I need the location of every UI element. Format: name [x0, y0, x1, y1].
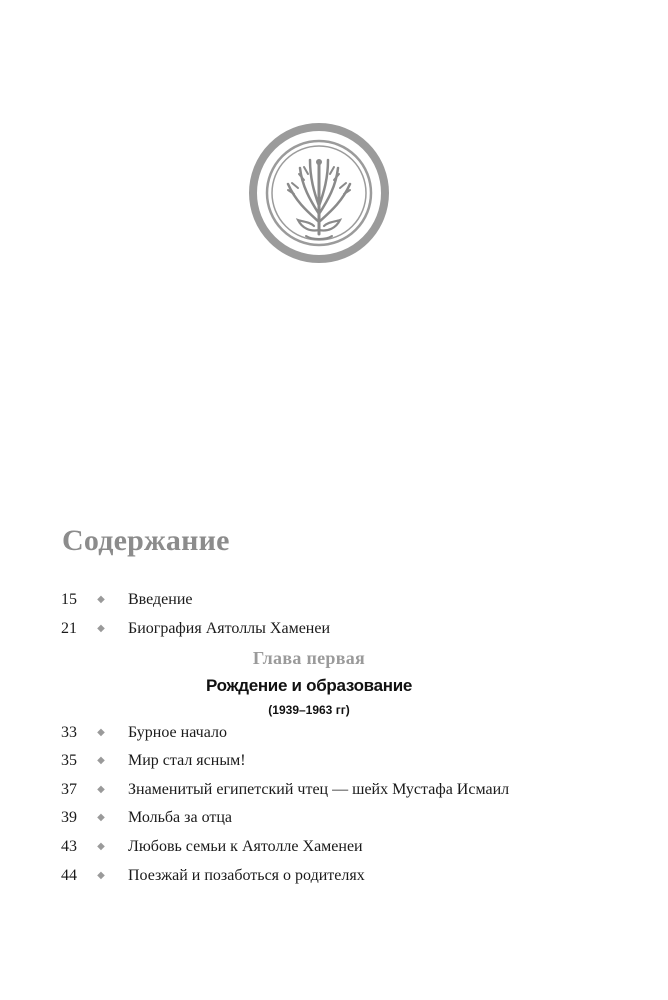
- toc-page-number: 15: [61, 591, 77, 608]
- chapter-title[interactable]: Рождение и образование: [205, 676, 413, 695]
- toc-entry-title: Поезжай и позаботься о родителях: [128, 867, 365, 884]
- toc-page-number: 35: [61, 752, 77, 769]
- diamond-bullet-icon: ◆: [97, 784, 105, 795]
- toc-heading: Содержание: [62, 524, 230, 557]
- toc-entry[interactable]: [0, 749, 668, 773]
- toc-entry-title: Биография Аятоллы Хаменеи: [128, 620, 331, 637]
- chapter-years: (1939–1963 гг): [268, 703, 350, 717]
- diamond-bullet-icon: ◆: [97, 841, 105, 852]
- rosette-medallion-icon: [248, 122, 390, 264]
- diamond-bullet-icon: ◆: [97, 727, 105, 738]
- toc-entry-title: Любовь семьи к Аятолле Хаменеи: [128, 838, 363, 855]
- toc-entry[interactable]: [0, 835, 668, 859]
- toc-page-number: 37: [61, 781, 77, 798]
- toc-entry[interactable]: [0, 721, 668, 745]
- toc-entry-title: Мольба за отца: [128, 809, 233, 826]
- toc-page-number: 39: [61, 809, 77, 826]
- toc-entry[interactable]: [0, 864, 668, 888]
- diamond-bullet-icon: ◆: [97, 755, 105, 766]
- toc-page-number: 21: [61, 620, 77, 637]
- diamond-bullet-icon: ◆: [97, 812, 105, 823]
- chapter-label: Глава первая: [252, 648, 366, 668]
- toc-entry[interactable]: [0, 588, 668, 612]
- toc-entry-title: Мир стал ясным!: [128, 752, 246, 769]
- toc-entry-title: Введение: [128, 591, 193, 608]
- toc-page-number: 44: [61, 867, 77, 884]
- toc-entry[interactable]: [0, 806, 668, 830]
- toc-entry[interactable]: [0, 617, 668, 641]
- diamond-bullet-icon: ◆: [97, 870, 105, 881]
- diamond-bullet-icon: ◆: [97, 623, 105, 634]
- toc-entry-title: Бурное начало: [128, 724, 227, 741]
- toc-entry[interactable]: [0, 778, 668, 802]
- toc-page-number: 33: [61, 724, 77, 741]
- toc-entry-title: Знаменитый египетский чтец — шейх Мустафа Исмаил: [128, 781, 510, 798]
- toc-page-number: 43: [61, 838, 77, 855]
- diamond-bullet-icon: ◆: [97, 594, 105, 605]
